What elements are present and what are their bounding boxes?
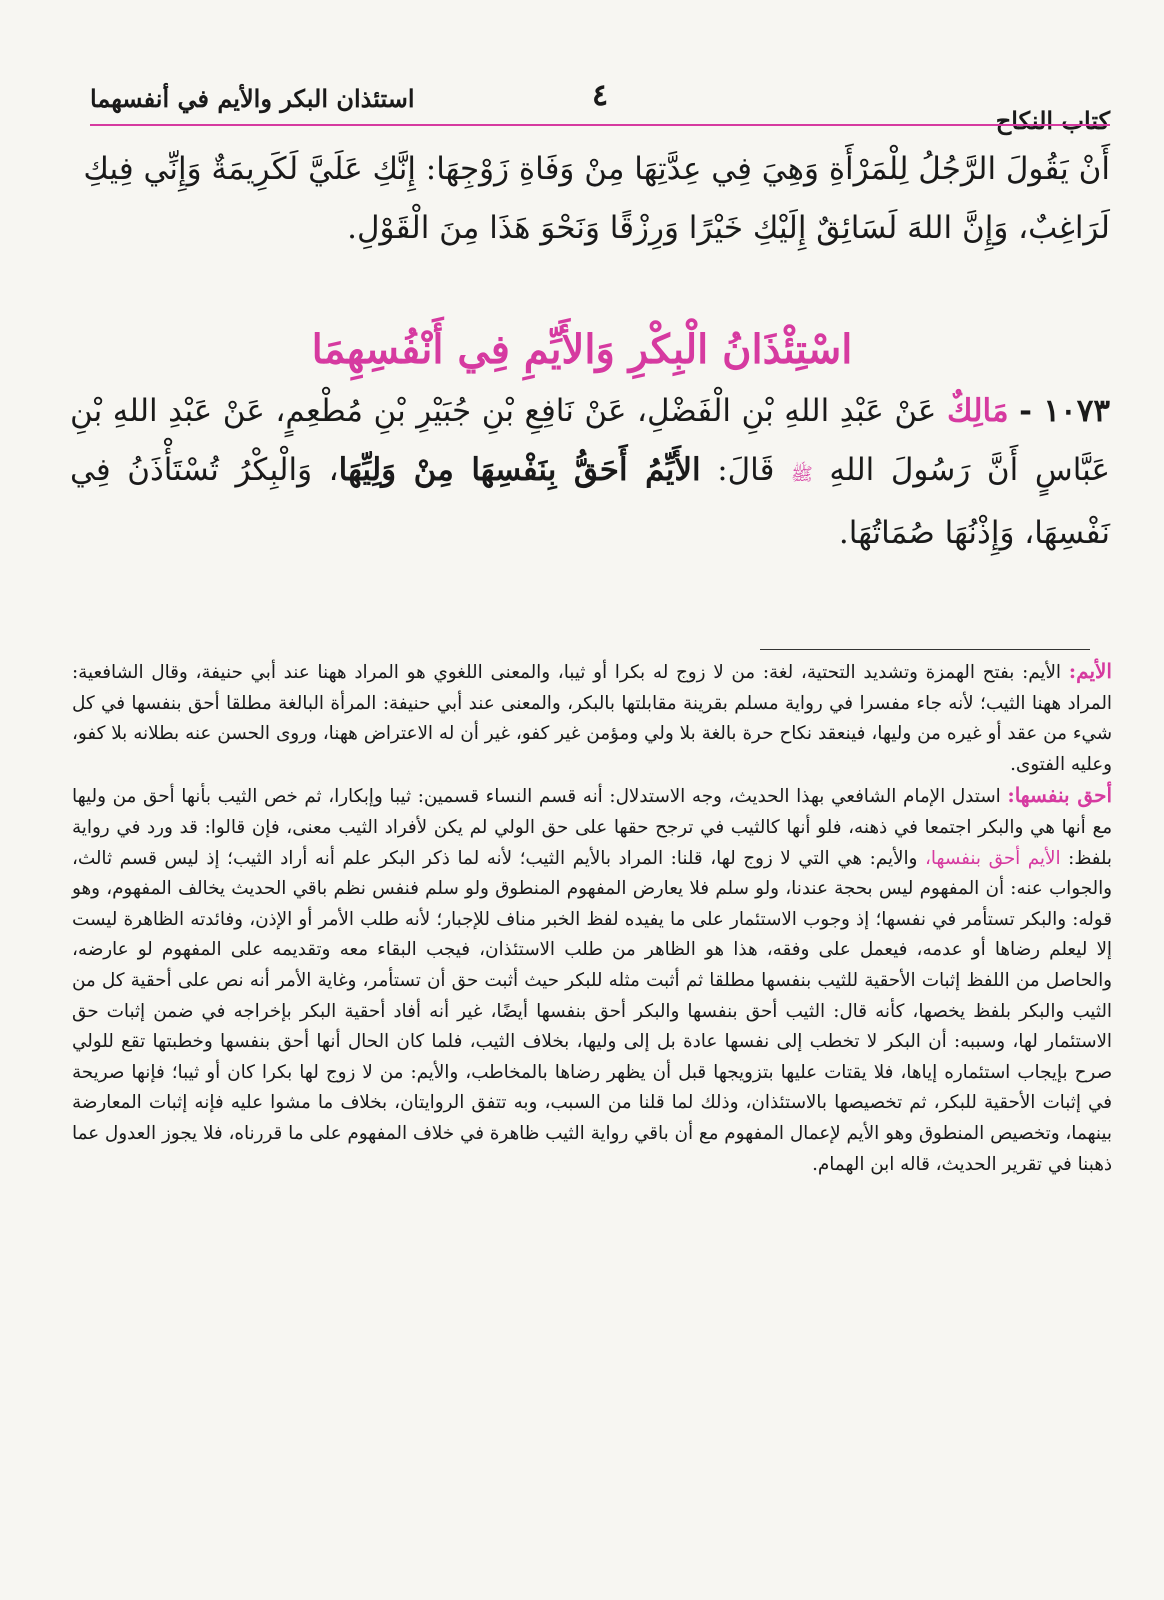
commentary-note-1 [72,656,1112,780]
header-rule [90,124,1110,126]
hadith-number: ١٠٧٣ - [1019,393,1111,429]
hadith-said: قَالَ: [717,452,775,488]
note-1-text: الأيم: بفتح الهمزة وتشديد التحتية، لغة: من لا زوج له بكرا أو ثيبا، والمعنى اللغوي هو المراد ههنا عند أبي حنيفة، وقال الشافعية: المراد ههنا الثيب؛ لأنه جاء مفسرا في رواية مسلم بقرينة مقابلتها بالبكر، والمعنى عند أبي حنيفة: المرأة البالغة مطلقا أحق بنفسها في كل شيء من عقد أو غيره من وليها، فينعقد نكاح حرة بالغة بلا ولي ومؤمن غير كفو، غير أن له الاعتراض ههنا، وروى الحسن عنه بطلانه بلا كفو، وعليه الفتوى. [72,662,1112,775]
salutation-mark: ﷺ [791,464,813,485]
note-2-quote: الأيم أحق بنفسها، [924,847,1061,869]
note-2-term: أحق بنفسها: [1007,783,1113,808]
hadith-chain: عَنْ عَبْدِ اللهِ بْنِ الْفَضْلِ، عَنْ نَافِعِ بْنِ جُبَيْرِ بْنِ مُطْعِمٍ، عَنْ عَبْدِ اللهِ بْنِ عَبَّاسٍ أَنَّ رَسُولَ اللهِ [70,393,1110,488]
section-title: اسْتِئْذَانُ الْبِكْرِ وَالأَيِّمِ فِي أَنْفُسِهِمَا [311,326,853,373]
note-2-text-a: استدل الإمام الشافعي بهذا الحديث، وجه الاستدلال: أنه قسم النساء قسمين: ثيبا وإبكارا، ثم خص الثيب بأنها أحق من وليها مع أنها هي والبكر اجتمعا في ذهنه، فلو أنها كالثيب في ترجح حقها على حق الولي لم يكن لأفراد الثيب معنى، فإن قالوا: قد ورد في رواية بلفظ: [72,786,1112,869]
page-number: ٤ [591,78,609,113]
hadith-quote: الأَيِّمُ أَحَقُّ بِنَفْسِهَا مِنْ وَلِيِّهَا [338,452,701,488]
hadith-text [70,382,1110,563]
hadith-rest: ، وَالْبِكْرُ تُسْتَأْذَنُ فِي نَفْسِهَا، وَإِذْنُهَا صُمَاتُهَا. [70,452,1110,551]
commentary [72,656,1112,1180]
running-header [90,78,1110,135]
note-2-text-b: والأيم: هي التي لا زوج لها، قلنا: المراد بالأيم الثيب؛ لأنه لما ذكر البكر علم أنه أراد الثيب؛ إذ ليس قسم ثالث، والجواب عنه: أن المفهوم ليس بحجة عندنا، ولو سلم فلا يعارض المفهوم المنطوق ولو سلم فنفس نظم باقي الحديث يخالف المفهوم، وهو قوله: والبكر تستأمر في نفسها؛ إذ وجوب الاستئمار على ما يفيده لفظ الخبر مناف للإجبار؛ لأنه طلب الأمر أو الإذن، وفائدته الظاهرة ليست إلا ليعلم رضاها أو عدمه، فيعمل على وفقه، هذا هو الظاهر من طلب الاستئذان، فيجب البقاء معه وتقديمه على المفهوم لو عارضه، والحاصل من اللفظ إثبات الأحقية للثيب بنفسها مطلقا ثم أثبت مثله للبكر حيث أثبت حق أن تستأمر، وغاية الأمر أنه نص على أحقية كل من الثيب والبكر بلفظ يخصها، كأنه قال: الثيب أحق بنفسها والبكر أحق بنفسها أيضًا، غير أنه أفاد أحقية البكر بإخراجه في ضمن إثبات حق الاستئمار لها، وسببه: أن البكر لا تخطب إلى نفسها عادة بل إلى وليها، بخلاف الثيب، فلما كان الحال أنها أحق بنفسها وخطبتها تقع للولي صرح بإيجاب استئماره إياها، فلا يقتات عليها بتزويجها قبل أن يظهر رضاها بالمخاطب، والأيم: من لا زوج لها بكرا كان أو ثيبا؛ فإنها صريحة في إثبات الأحقية للبكر، ثم تخصيصها بالاستئذان، وذلك لما قلنا من السبب، وبه تتفق الروايتان، بخلاف ما مشوا عليه فإنه إثبات المعارضة بينهما، وتخصيص المنطوق وهو الأيم لإعمال المفهوم مع أن باقي رواية الثيب ظاهرة في خلاف المفهوم على ما قررناه، فلا يجوز العدول عما ذهبنا في تقرير الحديث، قاله ابن الهمام. [72,847,1112,1175]
intro-line-1: أَنْ يَقُولَ الرَّجُلُ لِلْمَرْأَةِ وَهِيَ فِي عِدَّتِهَا مِنْ وَفَاةِ زَوْجِهَا: إِنَّكِ عَلَيَّ لَكَرِيمَةٌ وَإِنِّي فِيكِ [83,151,1110,187]
commentary-note-2 [72,780,1112,1180]
footnote-separator [760,649,1090,650]
book-title: كتاب النكاح [995,106,1110,135]
chapter-title: استئذان البكر والأيم في أنفسهما [90,84,415,113]
note-1-term: الأيم: [1068,659,1112,683]
intro-text [70,140,1110,258]
hadith-narrator: مَالِكٌ [946,393,1009,429]
intro-line-2: لَرَاغِبٌ، وَإِنَّ اللهَ لَسَائِقٌ إِلَيْكِ خَيْرًا وَرِزْقًا وَنَحْوَ هَذَا مِنَ الْقَوْلِ. [347,210,1110,246]
